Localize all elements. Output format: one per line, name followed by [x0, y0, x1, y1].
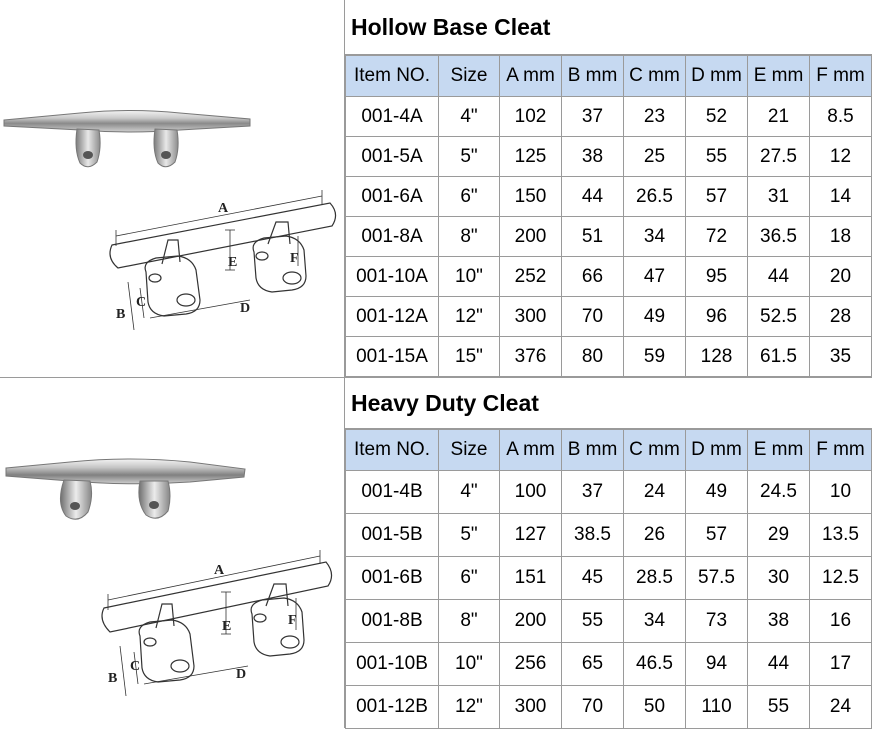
table-cell: 001-15A [346, 337, 439, 377]
table-cell: 47 [624, 257, 686, 297]
hollow-spec-table-wrap [345, 0, 872, 377]
table-cell: 51 [562, 217, 624, 257]
col-header-item-no: Item NO. [346, 56, 439, 97]
dimension-label-e: E [222, 619, 232, 634]
dimension-label-d: D [240, 301, 251, 316]
dimension-label-b: B [108, 671, 118, 686]
hollow-spec-table [345, 55, 872, 377]
dimension-label-b: B [116, 307, 126, 322]
table-cell: 13.5 [810, 514, 872, 557]
table-cell: 200 [500, 600, 562, 643]
table-cell: 10" [439, 643, 500, 686]
table-cell: 46.5 [624, 643, 686, 686]
cleat-photo [4, 111, 250, 167]
table-cell: 151 [500, 557, 562, 600]
col-header-f: F mm [810, 56, 872, 97]
table-cell: 150 [500, 177, 562, 217]
dimension-label-c: C [136, 295, 147, 310]
table-cell: 37 [562, 471, 624, 514]
col-header-a: A mm [500, 56, 562, 97]
col-header-item-no: Item NO. [346, 430, 439, 471]
table-cell: 34 [624, 600, 686, 643]
table-cell: 57 [686, 177, 748, 217]
table-cell: 001-4B [346, 471, 439, 514]
table-cell: 10 [810, 471, 872, 514]
table-cell: 001-10A [346, 257, 439, 297]
table-cell: 12" [439, 297, 500, 337]
table-cell: 5" [439, 137, 500, 177]
table-cell: 001-12A [346, 297, 439, 337]
table-cell: 45 [562, 557, 624, 600]
table-cell: 110 [686, 686, 748, 729]
table-cell: 66 [562, 257, 624, 297]
table-cell: 001-5B [346, 514, 439, 557]
table-cell: 57.5 [686, 557, 748, 600]
table-cell: 102 [500, 97, 562, 137]
heavy-cleat-illustration [0, 378, 345, 729]
dimension-label-e: E [228, 255, 238, 270]
table-cell: 28.5 [624, 557, 686, 600]
table-row [346, 137, 872, 177]
table-cell: 70 [562, 297, 624, 337]
table-cell: 26.5 [624, 177, 686, 217]
table-cell: 001-12B [346, 686, 439, 729]
table-cell: 23 [624, 97, 686, 137]
heavy-spec-table [345, 429, 872, 729]
table-cell: 001-6B [346, 557, 439, 600]
table-cell: 50 [624, 686, 686, 729]
table-cell: 61.5 [748, 337, 810, 377]
table-cell: 38.5 [562, 514, 624, 557]
table-cell: 55 [748, 686, 810, 729]
table-cell: 001-8A [346, 217, 439, 257]
table-cell: 200 [500, 217, 562, 257]
col-header-size: Size [439, 430, 500, 471]
col-header-e: E mm [748, 430, 810, 471]
table-cell: 300 [500, 686, 562, 729]
table-cell: 001-10B [346, 643, 439, 686]
table-cell: 44 [748, 257, 810, 297]
table-cell: 94 [686, 643, 748, 686]
table-cell: 55 [686, 137, 748, 177]
table-cell: 17 [810, 643, 872, 686]
table-cell: 72 [686, 217, 748, 257]
table-cell: 95 [686, 257, 748, 297]
col-header-e: E mm [748, 56, 810, 97]
table-cell: 37 [562, 97, 624, 137]
dimension-label-f: F [290, 251, 299, 266]
header-row [346, 430, 872, 471]
heavy-table-title: Heavy Duty Cleat [345, 377, 872, 429]
table-cell: 252 [500, 257, 562, 297]
table-cell: 59 [624, 337, 686, 377]
table-cell: 80 [562, 337, 624, 377]
table-row [346, 337, 872, 377]
table-cell: 57 [686, 514, 748, 557]
table-row [346, 177, 872, 217]
table-cell: 52 [686, 97, 748, 137]
table-cell: 12.5 [810, 557, 872, 600]
table-cell: 001-5A [346, 137, 439, 177]
table-row [346, 514, 872, 557]
table-cell: 16 [810, 600, 872, 643]
table-cell: 14 [810, 177, 872, 217]
col-header-a: A mm [500, 430, 562, 471]
table-cell: 6" [439, 557, 500, 600]
table-cell: 26 [624, 514, 686, 557]
table-row [346, 643, 872, 686]
dimension-label-a: A [218, 201, 229, 216]
table-cell: 8" [439, 600, 500, 643]
table-cell: 29 [748, 514, 810, 557]
table-cell: 12" [439, 686, 500, 729]
table-row [346, 686, 872, 729]
table-cell: 24.5 [748, 471, 810, 514]
table-cell: 125 [500, 137, 562, 177]
table-cell: 128 [686, 337, 748, 377]
dimension-label-f: F [288, 613, 297, 628]
table-cell: 001-6A [346, 177, 439, 217]
table-cell: 52.5 [748, 297, 810, 337]
table-cell: 5" [439, 514, 500, 557]
table-cell: 31 [748, 177, 810, 217]
table-cell: 44 [562, 177, 624, 217]
table-cell: 30 [748, 557, 810, 600]
table-cell: 001-4A [346, 97, 439, 137]
table-cell: 21 [748, 97, 810, 137]
table-cell: 38 [562, 137, 624, 177]
table-cell: 10" [439, 257, 500, 297]
table-cell: 28 [810, 297, 872, 337]
table-row [346, 557, 872, 600]
dimension-label-a: A [214, 563, 225, 578]
table-row [346, 97, 872, 137]
header-row [346, 56, 872, 97]
table-cell: 96 [686, 297, 748, 337]
table-cell: 8.5 [810, 97, 872, 137]
table-cell: 8" [439, 217, 500, 257]
table-cell: 35 [810, 337, 872, 377]
hollow-table-title: Hollow Base Cleat [345, 0, 872, 55]
table-cell: 4" [439, 471, 500, 514]
table-row [346, 471, 872, 514]
table-cell: 15" [439, 337, 500, 377]
table-cell: 70 [562, 686, 624, 729]
table-cell: 73 [686, 600, 748, 643]
table-cell: 100 [500, 471, 562, 514]
cleat-photo [6, 459, 245, 519]
table-cell: 24 [624, 471, 686, 514]
table-cell: 18 [810, 217, 872, 257]
table-cell: 44 [748, 643, 810, 686]
table-cell: 256 [500, 643, 562, 686]
table-row [346, 297, 872, 337]
col-header-d: D mm [686, 430, 748, 471]
table-row [346, 257, 872, 297]
table-cell: 6" [439, 177, 500, 217]
table-cell: 4" [439, 97, 500, 137]
col-header-b: B mm [562, 430, 624, 471]
table-cell: 12 [810, 137, 872, 177]
dimension-label-c: C [130, 659, 141, 674]
table-cell: 300 [500, 297, 562, 337]
table-cell: 49 [624, 297, 686, 337]
table-cell: 55 [562, 600, 624, 643]
table-cell: 376 [500, 337, 562, 377]
col-header-f: F mm [810, 430, 872, 471]
hollow-cleat-image-cell [0, 0, 345, 377]
table-cell: 25 [624, 137, 686, 177]
heavy-duty-cleat-section [0, 377, 872, 728]
table-cell: 38 [748, 600, 810, 643]
table-cell: 27.5 [748, 137, 810, 177]
heavy-cleat-image-cell [0, 377, 345, 728]
table-cell: 65 [562, 643, 624, 686]
col-header-d: D mm [686, 56, 748, 97]
col-header-c: C mm [624, 56, 686, 97]
table-cell: 20 [810, 257, 872, 297]
dimension-label-d: D [236, 667, 247, 682]
heavy-spec-table-wrap [345, 377, 872, 728]
table-cell: 49 [686, 471, 748, 514]
table-row [346, 600, 872, 643]
col-header-c: C mm [624, 430, 686, 471]
table-cell: 34 [624, 217, 686, 257]
table-cell: 24 [810, 686, 872, 729]
table-cell: 36.5 [748, 217, 810, 257]
col-header-size: Size [439, 56, 500, 97]
table-cell: 127 [500, 514, 562, 557]
table-row [346, 217, 872, 257]
table-cell: 001-8B [346, 600, 439, 643]
hollow-cleat-illustration [0, 0, 345, 377]
col-header-b: B mm [562, 56, 624, 97]
